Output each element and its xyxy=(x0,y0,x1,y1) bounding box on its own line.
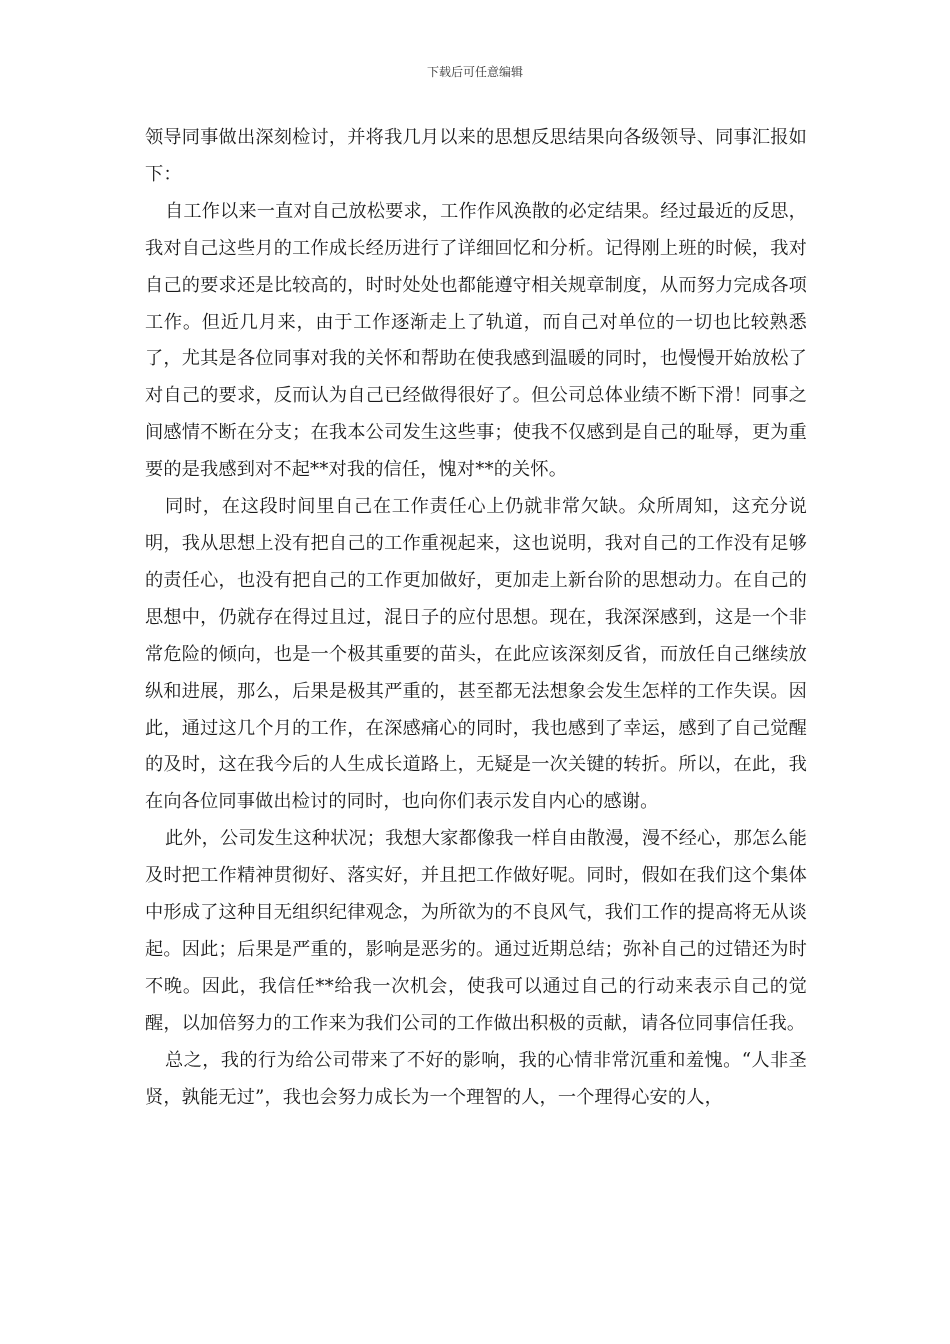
page-header: 下载后可任意编辑 xyxy=(426,65,523,79)
paragraph-3: 同时，在这段时间里自己在工作责任心上仍就非常欠缺。众所周知，这充分说明，我从思想上没有把自己的工作重视起来，这也说明，我对自己的工作没有足够的责任心，也没有把自己的工作更加做好，更加走上新台阶的思想动力。在自己的思想中，仍就存在得过且过，混日子的应付思想。现在，我深深感到，这是一个非常危险的倾向，也是一个极其重要的苗头，在此应该深刻反省，而放任自己继续放纵和进展，那么，后果是极其严重的，甚至都无法想象会发生怎样的工作失误。因此，通过这几个月的工作，在深感痛心的同时，我也感到了幸运，感到了自己觉醒的及时，这在我今后的人生成长道路上，无疑是一次关键的转折。所以，在此，我在向各位同事做出检讨的同时，也向你们表示发自内心的感谢。 xyxy=(145,496,807,813)
paragraph-4: 此外，公司发生这种状况；我想大家都像我一样自由散漫，漫不经心，那怎么能及时把工作精神贯彻好、落实好，并且把工作做好呢。同时，假如在我们这个集体中形成了这种目无组织纪律观念，为所欲为的不良风气，我们工作的提高将无从谈起。因此；后果是严重的，影响是恶劣的。通过近期总结；弥补自己的过错还为时不晚。因此，我信任**给我一次机会，使我可以通过自己的行动来表示自己的觉醒，以加倍努力的工作来为我们公司的工作做出积极的贡献，请各位同事信任我。 xyxy=(145,828,807,1034)
paragraph-1: 领导同事做出深刻检讨，并将我几月以来的思想反思结果向各级领导、同事汇报如下： xyxy=(145,127,807,185)
paragraph-2: 自工作以来一直对自己放松要求，工作作风涣散的必定结果。经过最近的反思，我对自己这些月的工作成长经历进行了详细回忆和分析。记得刚上班的时候，我对自己的要求还是比较高的，时时处处也都能遵守相关规章制度，从而努力完成各项工作。但近几月来，由于工作逐渐走上了轨道，而自己对单位的一切也比较熟悉了，尤其是各位同事对我的关怀和帮助在使我感到温暖的同时，也慢慢开始放松了对自己的要求，反而认为自己已经做得很好了。但公司总体业绩不断下滑！同事之间感情不断在分支；在我本公司发生这些事；使我不仅感到是自己的耻辱，更为重要的是我感到对不起**对我的信任，愧对**的关怀。 xyxy=(145,200,807,481)
document-body xyxy=(145,120,807,1116)
paragraph-5: 总之，我的行为给公司带来了不好的影响，我的心情非常沉重和羞愧。“人非圣贤，孰能无过”，我也会努力成长为一个理智的人，一个理得心安的人， xyxy=(145,1049,807,1108)
